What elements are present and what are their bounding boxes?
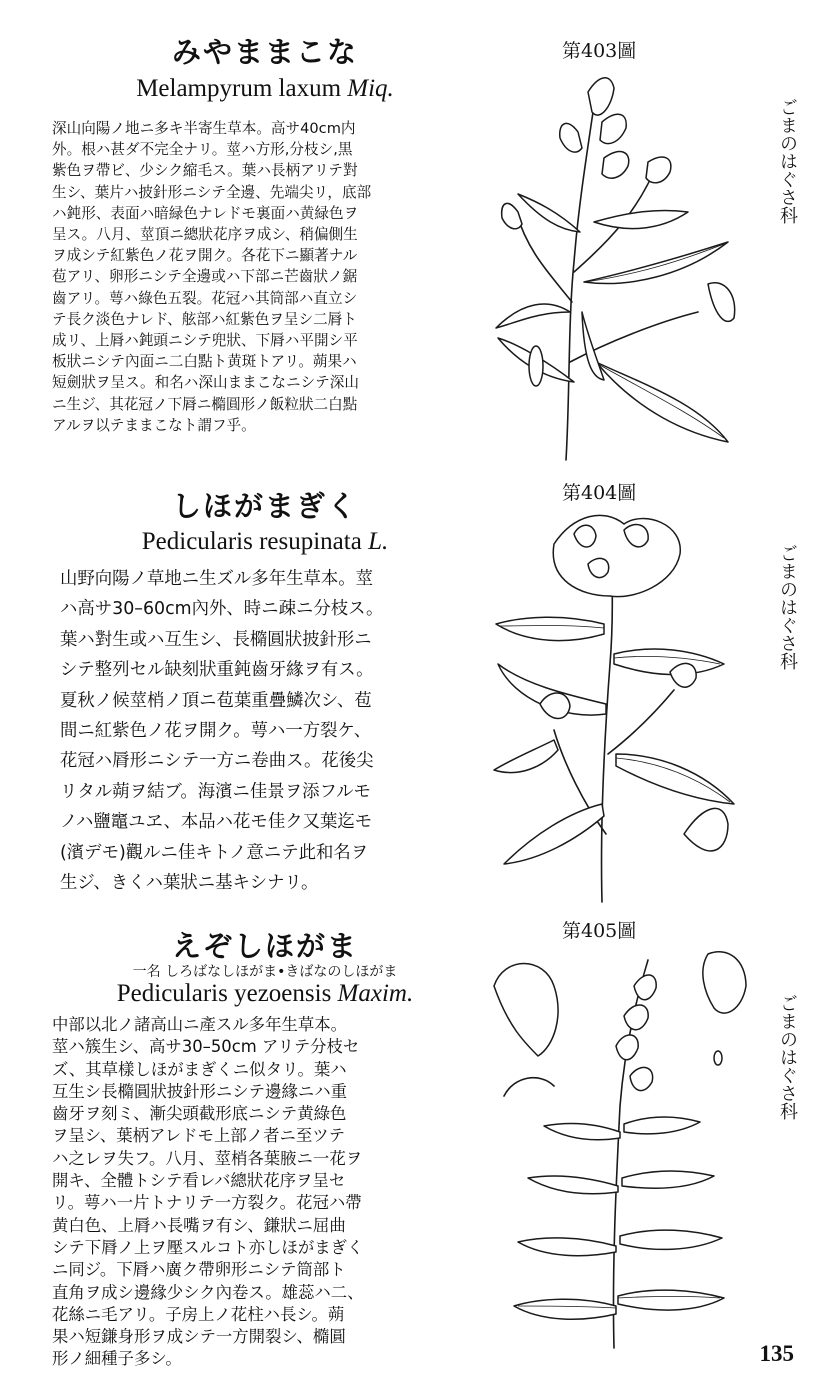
- description-line: リ。萼ハ一片トナリテ一方裂ク。花冠ハ帶: [52, 1193, 362, 1213]
- pedicularis-yezoensis-illustration: [484, 946, 764, 1350]
- description-line: 間ニ紅紫色ノ花ヲ開ク。萼ハ一方裂ケ、: [60, 721, 372, 742]
- description-line: 紫色ヲ帶ビ、少シク縮毛ス。葉ハ長柄アリテ對: [52, 162, 358, 180]
- description-line: 短劍狀ヲ呈ス。和名ハ深山ままこなニシテ深山: [52, 374, 359, 392]
- description-line: 生シ、葉片ハ披針形ニシテ全邊、先端尖リ，底部: [52, 183, 372, 201]
- leaves: [496, 194, 728, 442]
- description-line: 外。根ハ甚ダ不完全ナリ。莖ハ方形,分枝シ,黒: [52, 141, 353, 159]
- description-line: シテ下脣ノ上ヲ壓スルコト亦しほがまぎく: [52, 1237, 364, 1257]
- scientific-name: [60, 528, 470, 556]
- description-line: 深山向陽ノ地ニ多キ半寄生草本。高サ40cm内: [52, 120, 356, 137]
- description-line: ズ、其草樣しほがまぎくニ似タリ。葉ハ: [52, 1059, 347, 1079]
- description-line: 中部以北ノ諸高山ニ產スル多年生草本。: [52, 1015, 348, 1034]
- figure-number: 第403圖: [562, 40, 637, 62]
- description-line: 苞アリ、卵形ニシテ全邊或ハ下部ニ芒齒狀ノ鋸: [52, 268, 358, 286]
- entry-melampyrum-laxum: [0, 0, 840, 470]
- description-line: 互生シ長橢圓狀披針形ニシテ邊緣ニハ重: [52, 1081, 348, 1101]
- description-line: 花絲ニ毛アリ。子房上ノ花柱ハ長シ。蒴: [52, 1304, 345, 1324]
- description-line: 呈ス。八月、莖頂ニ總狀花序ヲ成シ、稍偏側生: [52, 226, 358, 244]
- description-line: ハ高サ30–60cm內外、時ニ疎ニ分枝ス。: [60, 599, 384, 620]
- melampyrum-illustration: [488, 62, 768, 462]
- entry-title: えぞしほがま: [171, 929, 358, 963]
- description-line: ハ之レヲ失フ。八月、莖梢各葉腋ニ一花ヲ: [52, 1148, 363, 1168]
- flower-spike: [616, 975, 656, 1091]
- description: [52, 1014, 468, 1371]
- author: L.: [368, 528, 389, 555]
- family-label: ごまのはぐさ科: [777, 544, 798, 670]
- description: [60, 564, 468, 898]
- scientific-name: [60, 980, 470, 1008]
- description-line: アルヲ以テままこなト謂フ乎。: [52, 416, 256, 434]
- description-line: ニ同ジ。下脣ハ廣ク帶卵形ニシテ筒部ト: [52, 1260, 346, 1280]
- family-label: ごまのはぐさ科: [777, 994, 798, 1120]
- author: Maxim.: [337, 980, 414, 1007]
- author: Miq.: [347, 75, 394, 102]
- description-line: ノハ鹽竈ユヱ、本品ハ花モ佳ク又葉迄モ: [60, 812, 373, 833]
- family-label: ごまのはぐさ科: [777, 98, 798, 224]
- description-line: 葉ハ對生或ハ互生シ、長橢圓狀披針形ニ: [60, 629, 372, 650]
- description: [52, 118, 470, 436]
- genus-species: Pedicularis resupinata: [141, 528, 362, 555]
- description-line: テ長ク淡色ナレド、舷部ハ紅紫色ヲ呈シ二脣ト: [52, 310, 357, 328]
- description-line: 山野向陽ノ草地ニ生ズル多年生草本。莖: [60, 569, 374, 589]
- page-number: 135: [759, 1341, 794, 1366]
- description-line: ニ生ジ、其花冠ノ下脣ニ橢圓形ノ飯粒狀二白點: [52, 395, 358, 413]
- entry-pedicularis-yezoensis: [0, 910, 840, 1400]
- entry-title: しほがまぎく: [171, 489, 358, 523]
- description-line: 齒アリ。萼ハ綠色五裂。花冠ハ其筒部ハ直立シ: [52, 289, 358, 307]
- description-line: ヲ呈シ、葉柄アレドモ上部ノ者ニ至ツテ: [52, 1126, 346, 1146]
- leaves: [514, 1117, 724, 1319]
- pedicularis-resupinata-illustration: [484, 504, 764, 904]
- description-line: 黄白色、上脣ハ長嘴ヲ有シ、鎌狀ニ屈曲: [52, 1215, 346, 1235]
- flower-cluster: [553, 515, 680, 596]
- description-line: ハ鈍形、表面ハ暗緑色ナレドモ裏面ハ黄緑色ヲ: [52, 204, 359, 222]
- description-line: ヲ成シテ紅紫色ノ花ヲ開ク。各花下ニ顯著ナル: [52, 247, 358, 265]
- description-line: シテ整列セル缺刻狀重鈍齒牙緣ヲ有ス。: [60, 660, 374, 681]
- description-line: 莖ハ簇生シ、高サ30–50cm アリテ分枝セ: [52, 1037, 360, 1057]
- description-line: 板狀ニシテ內面ニ二白點ト黄斑トアリ。蒴果ハ: [52, 353, 357, 371]
- entry-pedicularis-resupinata: [0, 470, 840, 910]
- description-line: 夏秋ノ候莖梢ノ頂ニ苞葉重疊鱗次シ、苞: [60, 690, 372, 711]
- description-line: (濱デモ)觀ルニ佳キトノ意ニテ此和名ヲ: [60, 842, 369, 863]
- entry-title: みやままこな: [171, 35, 358, 69]
- scientific-name: [60, 75, 470, 103]
- figure-number: 第404圖: [562, 482, 637, 504]
- description-line: 成リ、上脣ハ鈍頭ニシテ兜狀、下脣ハ平開シ平: [52, 332, 358, 350]
- description-line: 果ハ短鎌身形ヲ成シテ一方開裂シ、橢圓: [52, 1327, 346, 1347]
- alternate-names: 一名 しろばなしほがま•きばなのしほがま: [132, 964, 398, 980]
- description-line: リタル蒴ヲ結ブ。海濱ニ佳景ヲ添フルモ: [60, 781, 371, 802]
- description-line: 形ノ細種子多シ。: [52, 1349, 182, 1369]
- description-line: 花冠ハ脣形ニシテ一方ニ卷曲ス。花後尖: [60, 751, 374, 772]
- description-line: 開キ、全體トシテ看レバ總狀花序ヲ呈セ: [52, 1171, 346, 1191]
- description-line: 直角ヲ成シ邊緣少シク內卷ス。雄蕊ハ二、: [52, 1282, 364, 1302]
- description-line: 齒牙ヲ刻ミ、漸尖頭截形底ニシテ黄綠色: [52, 1104, 347, 1124]
- genus-species: Pedicularis yezoensis: [116, 980, 332, 1007]
- genus-species: Melampyrum laxum: [136, 75, 342, 102]
- description-line: 生ジ、きくハ葉狀ニ基キシナリ。: [60, 873, 319, 894]
- figure-number: 第405圖: [562, 920, 637, 942]
